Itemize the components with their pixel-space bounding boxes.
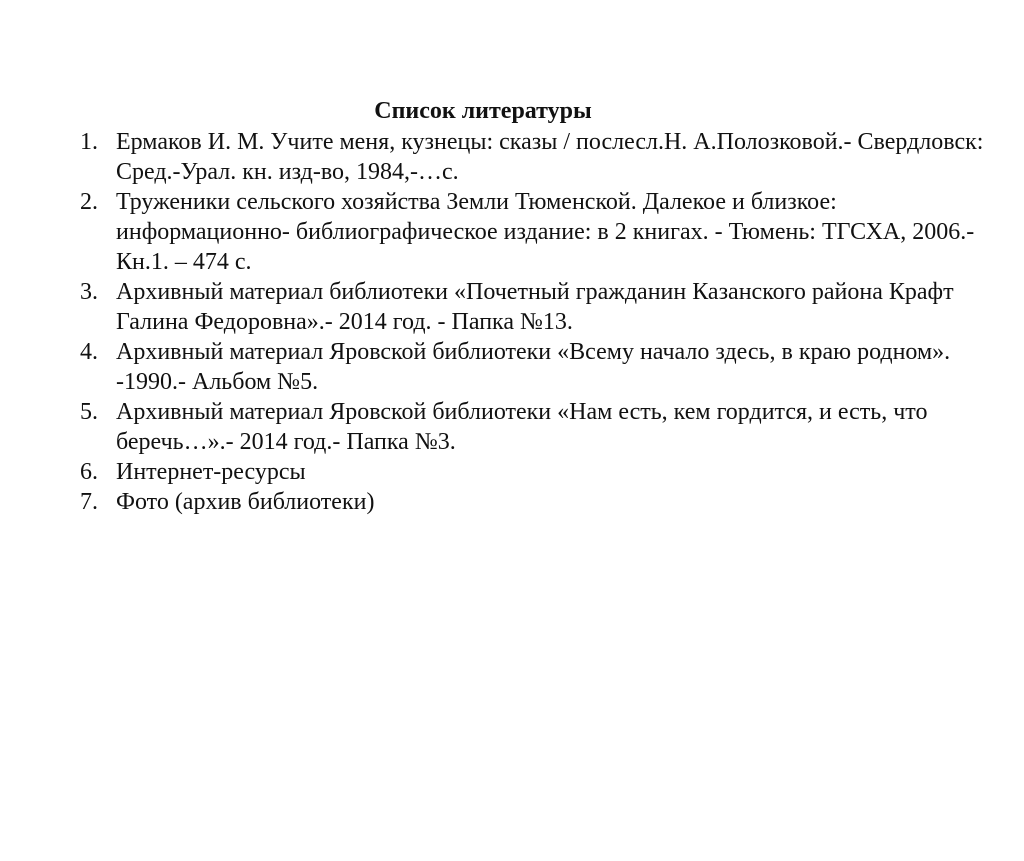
page-title: Список литературы bbox=[374, 98, 592, 124]
list-item-number: 6. bbox=[80, 459, 98, 485]
list-item-text: Архивный материал Яровской библиотеки «Всему начало здесь, в краю родном». -1990.- Альбом №5. bbox=[116, 339, 951, 395]
list-item-number: 1. bbox=[80, 129, 98, 155]
list-item-number: 7. bbox=[80, 489, 98, 515]
list-item-text: Архивный материал библиотеки «Почетный гражданин Казанского района Крафт Галина Федоровна».- 2014 год. - Папка №13. bbox=[116, 279, 954, 335]
list-item bbox=[80, 457, 985, 487]
list-item-number: 5. bbox=[80, 399, 98, 425]
list-item bbox=[80, 487, 985, 517]
list-item-text: Фото (архив библиотеки) bbox=[116, 489, 375, 515]
list-item-number: 4. bbox=[80, 339, 98, 365]
list-item bbox=[80, 397, 985, 457]
bibliography-list bbox=[80, 127, 985, 517]
list-item-number: 2. bbox=[80, 189, 98, 215]
list-item-text: Архивный материал Яровской библиотеки «Нам есть, кем гордится, и есть, что беречь…».- 2014 год.- Папка №3. bbox=[116, 399, 928, 455]
list-item bbox=[80, 127, 985, 187]
list-item bbox=[80, 187, 985, 277]
list-item-text: Интернет-ресурсы bbox=[116, 459, 306, 485]
list-item bbox=[80, 277, 985, 337]
list-item-number: 3. bbox=[80, 279, 98, 305]
list-item-text: Ермаков И. М. Учите меня, кузнецы: сказы / послесл.Н. А.Полозковой.- Свердловск: Сред.-Урал. кн. изд-во, 1984,-…с. bbox=[116, 129, 984, 185]
list-item-text: Труженики сельского хозяйства Земли Тюменской. Далекое и близкое: информационно- библиографическое издание: в 2 книгах. - Тюмень: ТГСХА, 2006.- Кн.1. – 474 с. bbox=[116, 189, 975, 275]
list-item bbox=[80, 337, 985, 397]
